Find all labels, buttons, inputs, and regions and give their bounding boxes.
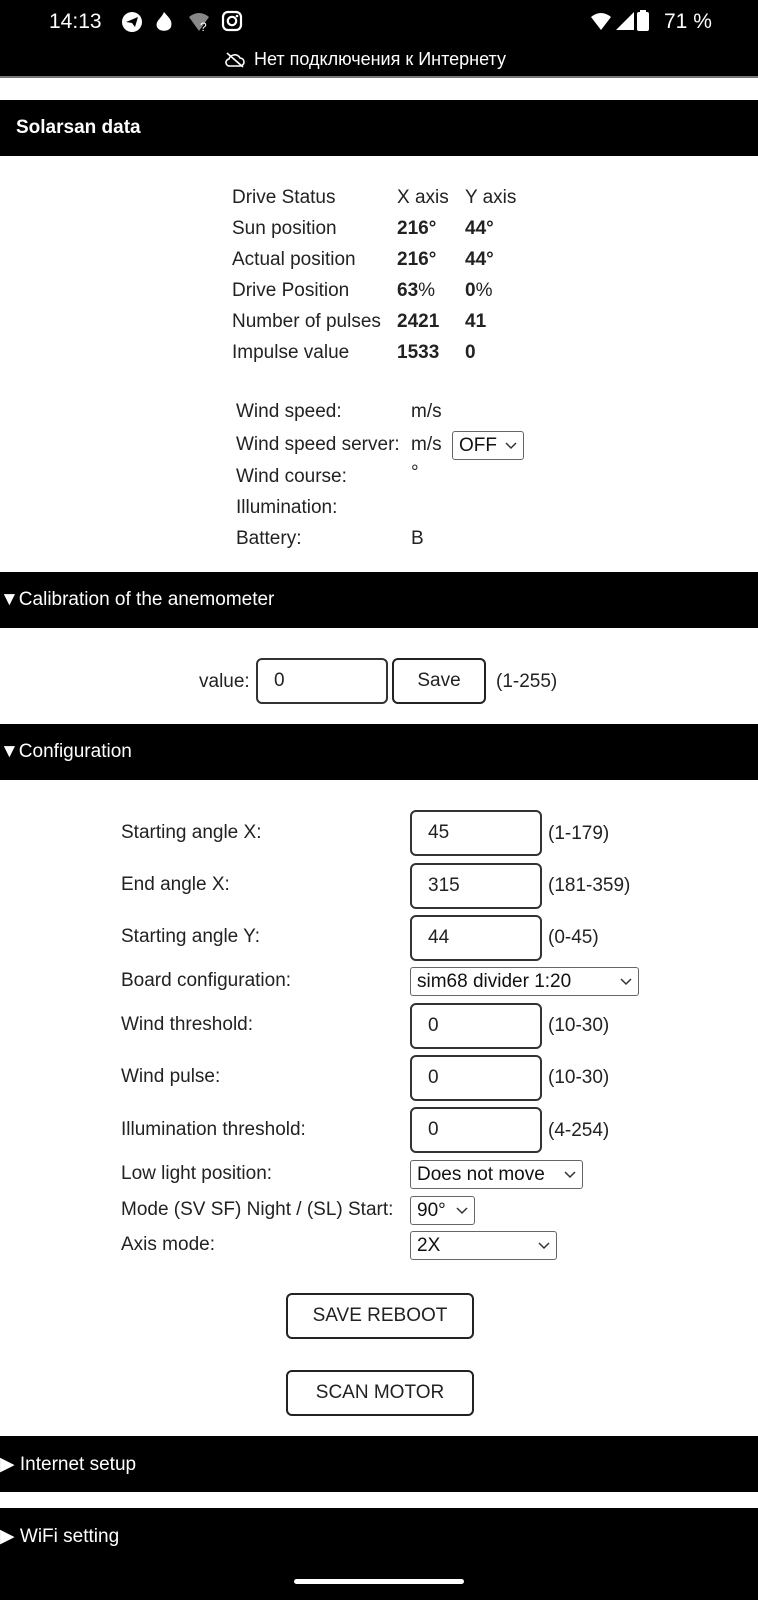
configuration-section-title: ▼Configuration xyxy=(0,741,132,762)
wifi-setting-title: ▶ WiFi setting xyxy=(0,1526,120,1547)
chevron-down-icon xyxy=(538,1242,550,1250)
battery-label: Battery: xyxy=(236,528,302,549)
wind-course-label: Wind course: xyxy=(236,466,347,487)
wind-threshold-label: Wind threshold: xyxy=(121,1014,254,1035)
wind-course-unit: ° xyxy=(411,462,419,483)
row-sun-position-x: 216° xyxy=(397,218,437,239)
battery-icon xyxy=(637,10,649,31)
starting-angle-x-value: 45 xyxy=(428,822,450,843)
row-actual-position-y: 44° xyxy=(465,249,494,270)
calibration-range: (1-255) xyxy=(496,671,558,692)
save-reboot-button[interactable] xyxy=(286,1293,474,1339)
calibration-save-button[interactable] xyxy=(392,658,486,704)
status-notification-icons xyxy=(122,9,247,40)
svg-text:?: ? xyxy=(200,20,207,34)
illumination-threshold-input[interactable] xyxy=(410,1107,542,1153)
wind-speed-label: Wind speed: xyxy=(236,401,342,422)
row-actual-position-label: Actual position xyxy=(232,249,356,270)
calibration-value-text: 0 xyxy=(274,670,285,691)
mode-night-value: 90° xyxy=(417,1199,446,1221)
illumination-threshold-label: Illumination threshold: xyxy=(121,1119,306,1140)
save-reboot-label: SAVE REBOOT xyxy=(312,1305,448,1326)
end-angle-x-input[interactable] xyxy=(410,863,542,909)
row-drive-position-label: Drive Position xyxy=(232,280,350,301)
calibration-section-header[interactable] xyxy=(0,572,758,628)
end-angle-x-range: (181-359) xyxy=(548,875,631,896)
mode-night-label: Mode (SV SF) Night / (SL) Start: xyxy=(121,1199,394,1220)
page-title: Solarsan data xyxy=(16,117,141,138)
mode-night-select[interactable] xyxy=(410,1196,475,1225)
table-header-label: Drive Status xyxy=(232,187,336,208)
internet-setup-section-header[interactable] xyxy=(0,1436,758,1492)
board-config-select[interactable] xyxy=(410,967,639,996)
wind-speed-unit: m/s xyxy=(411,401,442,422)
wind-server-select[interactable] xyxy=(452,431,524,460)
starting-angle-y-label: Starting angle Y: xyxy=(121,926,261,947)
calibration-value-label: value: xyxy=(199,671,250,692)
row-sun-position-label: Sun position xyxy=(232,218,337,239)
end-angle-x-label: End angle X: xyxy=(121,874,230,895)
row-actual-position-x: 216° xyxy=(397,249,437,270)
board-config-value: sim68 divider 1:20 xyxy=(417,970,572,992)
illumination-label: Illumination: xyxy=(236,497,338,518)
offline-banner xyxy=(225,49,506,70)
starting-angle-x-input[interactable] xyxy=(410,810,542,856)
row-pulses-y: 41 xyxy=(465,311,487,332)
axis-mode-select[interactable] xyxy=(410,1231,557,1260)
calibration-section-title: ▼Calibration of the anemometer xyxy=(0,589,275,610)
internet-setup-title: ▶ Internet setup xyxy=(0,1454,137,1475)
illumination-threshold-range: (4-254) xyxy=(548,1120,610,1141)
wind-pulse-range: (10-30) xyxy=(548,1067,610,1088)
configuration-section-header[interactable] xyxy=(0,724,758,780)
wind-threshold-input[interactable] xyxy=(410,1003,542,1049)
row-sun-position-y: 44° xyxy=(465,218,494,239)
chevron-down-icon xyxy=(620,978,632,986)
illumination-threshold-value: 0 xyxy=(428,1119,439,1140)
low-light-position-value: Does not move xyxy=(417,1163,545,1185)
starting-angle-y-input[interactable] xyxy=(410,915,542,961)
starting-angle-y-value: 44 xyxy=(428,927,450,948)
table-header-x: X axis xyxy=(397,187,449,208)
wind-pulse-value: 0 xyxy=(428,1067,439,1088)
starting-angle-y-range: (0-45) xyxy=(548,927,599,948)
instagram-icon xyxy=(223,12,241,30)
wind-speed-server-unit: m/s xyxy=(411,434,442,455)
wifi-setting-section-header[interactable] xyxy=(0,1508,758,1563)
home-gesture-handle[interactable] xyxy=(294,1579,464,1584)
table-header-y: Y axis xyxy=(465,187,517,208)
row-drive-position-y: 0% xyxy=(465,280,493,301)
row-pulses-label: Number of pulses xyxy=(232,311,381,332)
axis-mode-label: Axis mode: xyxy=(121,1234,215,1255)
chevron-down-icon xyxy=(456,1207,468,1215)
wind-server-select-value: OFF xyxy=(459,434,497,456)
wifi-icon xyxy=(591,13,611,30)
low-light-position-select[interactable] xyxy=(410,1160,583,1189)
flame-icon xyxy=(157,12,172,31)
starting-angle-x-range: (1-179) xyxy=(548,823,610,844)
wind-pulse-input[interactable] xyxy=(410,1055,542,1101)
wind-threshold-value: 0 xyxy=(428,1015,439,1036)
axis-mode-value: 2X xyxy=(417,1234,441,1256)
low-light-position-label: Low light position: xyxy=(121,1163,273,1184)
row-pulses-x: 2421 xyxy=(397,311,440,332)
status-bar xyxy=(0,0,758,76)
calibration-value-input[interactable] xyxy=(256,658,388,704)
scan-motor-label: SCAN MOTOR xyxy=(315,1382,445,1403)
row-drive-position-x: 63% xyxy=(397,280,436,301)
row-impulse-y: 0 xyxy=(465,342,476,363)
row-impulse-label: Impulse value xyxy=(232,342,350,363)
wifi-unknown-icon xyxy=(189,13,209,34)
starting-angle-x-label: Starting angle X: xyxy=(121,822,262,843)
status-divider xyxy=(0,76,758,78)
status-time: 14:13 xyxy=(49,10,102,33)
row-impulse-x: 1533 xyxy=(397,342,440,363)
board-config-label: Board configuration: xyxy=(121,970,292,991)
end-angle-x-value: 315 xyxy=(428,875,460,896)
calibration-save-label: Save xyxy=(417,670,461,691)
scan-motor-button[interactable] xyxy=(286,1370,474,1416)
wind-threshold-range: (10-30) xyxy=(548,1015,610,1036)
wind-speed-server-label: Wind speed server: xyxy=(236,434,400,455)
page-header xyxy=(0,100,758,156)
wind-pulse-label: Wind pulse: xyxy=(121,1066,221,1087)
offline-text: Нет подключения к Интернету xyxy=(254,49,506,69)
chevron-down-icon xyxy=(564,1171,576,1179)
battery-unit: B xyxy=(411,528,424,549)
cloud-off-icon xyxy=(225,52,245,68)
signal-icon xyxy=(616,12,634,30)
battery-percent: 71 % xyxy=(664,10,712,33)
chevron-down-icon xyxy=(505,442,517,450)
telegram-icon xyxy=(122,12,142,32)
status-system-icons xyxy=(590,9,660,40)
